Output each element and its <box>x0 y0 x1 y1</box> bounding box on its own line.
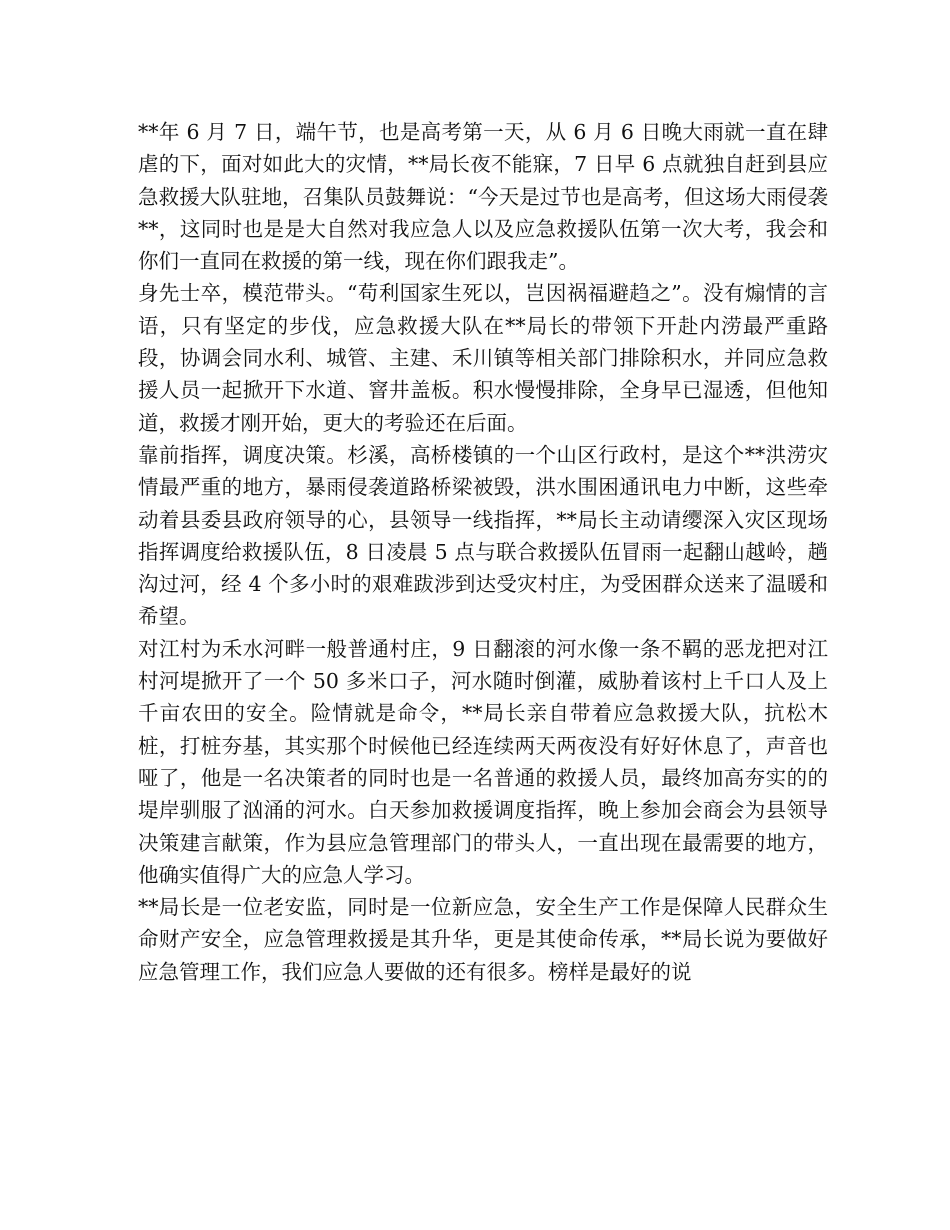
document-body <box>138 116 828 988</box>
paragraph-3: 靠前指挥，调度决策。杉溪，高桥楼镇的一个山区行政村，是这个**洪涝灾情最严重的地方，暴雨侵袭道路桥梁被毁，洪水围困通讯电力中断，这些牵动着县委县政府领导的心，县领导一线指挥，**局长主动请缨深入灾区现场指挥调度给救援队伍，8 日凌晨 5 点与联合救援队伍冒雨一起翻山越岭，趟沟过河，经 4 个多小时的艰难跋涉到达受灾村庄，为受困群众送来了温暖和希望。 <box>138 442 828 629</box>
paragraph-2: 身先士卒，模范带头。“苟利国家生死以，岂因祸福避趋之”。没有煽情的言语，只有坚定的步伐，应急救援大队在**局长的带领下开赴内涝最严重路段，协调会同水利、城管、主建、禾川镇等相关部门排除积水，并同应急救援人员一起掀开下水道、窨井盖板。积水慢慢排除，全身早已湿透，但他知道，救援才刚开始，更大的考验还在后面。 <box>138 281 828 435</box>
paragraph-5: **局长是一位老安监，同时是一位新应急，安全生产工作是保障人民群众生命财产安全，应急管理救援是其升华，更是其使命传承，**局长说为要做好应急管理工作，我们应急人要做的还有很多。榜样是最好的说 <box>138 895 828 984</box>
paragraph-4: 对江村为禾水河畔一般普通村庄，9 日翻滚的河水像一条不羁的恶龙把对江村河堤掀开了一个 50 多米口子，河水随时倒灌，威胁着该村上千口人及上千亩农田的安全。险情就是命令，**局长亲自带着应急救援大队，抗松木桩，打桩夯基，其实那个时候他已经连续两天两夜没有好好休息了，声音也哑了，他是一名决策者的同时也是一名普通的救援人员，最终加高夯实的的堤岸驯服了汹涌的河水。白天参加救援调度指挥，晚上参加会商会为县领导决策建言献策，作为县应急管理部门的带头人，一直出现在最需要的地方，他确实值得广大的应急人学习。 <box>138 636 828 887</box>
paragraph-1: **年 6 月 7 日，端午节，也是高考第一天，从 6 月 6 日晚大雨就一直在肆虐的下，面对如此大的灾情，**局长夜不能寐，7 日早 6 点就独自赶到县应急救援大队驻地，召集队员鼓舞说：“今天是过节也是高考，但这场大雨侵袭**，这同时也是是大自然对我应急人以及应急救援队伍第一次大考，我会和你们一直同在救援的第一线，现在你们跟我走”。 <box>138 120 828 274</box>
